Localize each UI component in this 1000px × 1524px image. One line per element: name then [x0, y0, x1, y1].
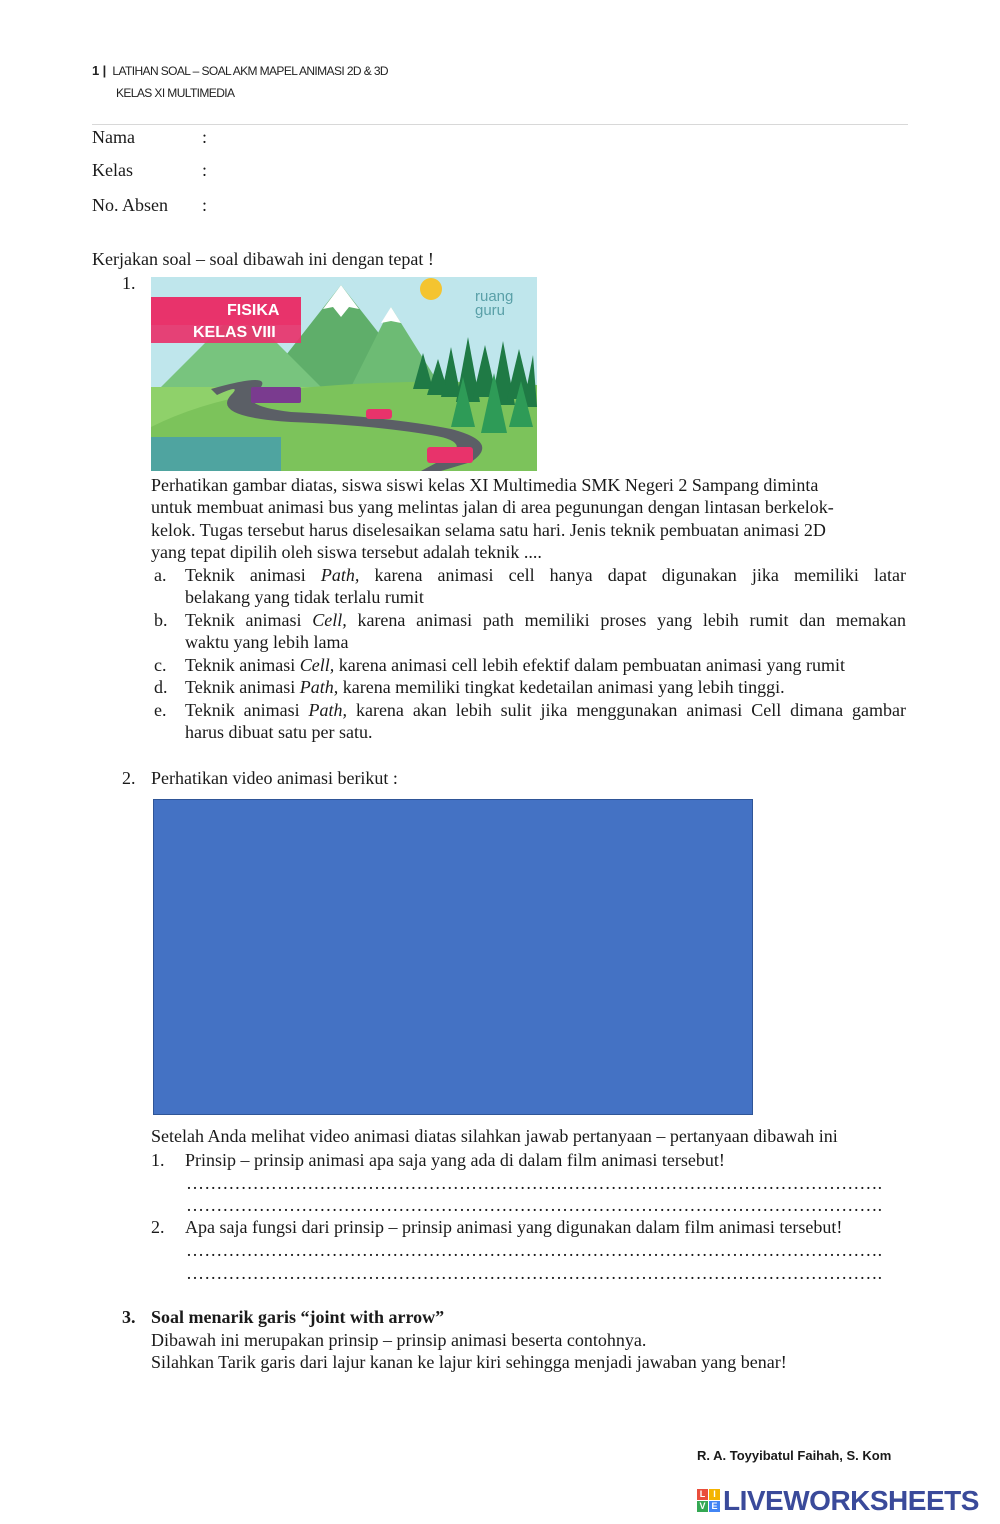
class-label: Kelas	[92, 160, 133, 180]
q1-text-line: yang tepat dipilih oleh siswa tersebut adalah teknik ....	[151, 542, 542, 562]
q2-number: 2.	[122, 768, 136, 788]
option-key: c.	[154, 655, 167, 675]
option-key: d.	[154, 677, 168, 697]
q2-after-video: Setelah Anda melihat video animasi diatas silahkan jawab pertanyaan – pertanyaan dibawah ini	[151, 1126, 838, 1146]
page-header	[92, 63, 388, 78]
absen-colon: :	[202, 195, 208, 215]
page-number: 1	[92, 63, 99, 78]
q2-sub1-number: 1.	[151, 1150, 165, 1170]
q1-text-line: Perhatikan gambar diatas, siswa siswi kelas XI Multimedia SMK Negeri 2 Sampang diminta	[151, 475, 819, 495]
q1-number: 1.	[122, 273, 136, 293]
q2-intro: Perhatikan video animasi berikut :	[151, 768, 398, 788]
answer-line[interactable]: …………………………………………………………………………………………………….	[186, 1173, 883, 1193]
q3-line2: Silahkan Tarik garis dari lajur kanan ke lajur kiri sehingga menjadi jawaban yang benar!	[151, 1352, 787, 1372]
name-label: Nama	[92, 127, 135, 147]
header-subtitle: KELAS XI MULTIMEDIA	[116, 86, 235, 100]
q1-option-b[interactable]: b. Teknik animasi Cell, karena animasi path memiliki proses yang lebih rumit dan memakan waktu yang lebih lama	[154, 610, 906, 652]
q1-option-d[interactable]: d. Teknik animasi Path, karena memiliki tingkat kedetailan animasi yang lebih tinggi.	[154, 677, 785, 697]
suv-icon	[427, 447, 473, 463]
name-field[interactable]	[92, 126, 207, 148]
header-separator: |	[102, 63, 106, 78]
q2-sub2-text: Apa saja fungsi dari prinsip – prinsip animasi yang digunakan dalam film animasi tersebut!	[185, 1217, 843, 1237]
banner-line1: FISIKA	[227, 302, 280, 319]
q1-option-c[interactable]: c. Teknik animasi Cell, karena animasi cell lebih efektif dalam pembuatan animasi yang rumit	[154, 655, 846, 675]
instruction-text: Kerjakan soal – soal dibawah ini dengan tepat !	[92, 249, 434, 269]
name-colon: :	[202, 127, 208, 147]
q2-sub2-number: 2.	[151, 1217, 165, 1237]
class-colon: :	[202, 160, 208, 180]
bus-icon	[251, 387, 301, 403]
sun-icon	[420, 278, 442, 300]
q3-line1: Dibawah ini merupakan prinsip – prinsip animasi beserta contohnya.	[151, 1330, 647, 1350]
q1-option-a[interactable]: a. Teknik animasi Path, karena animasi cell hanya dapat digunakan jika memiliki latar belakang yang tidak terlalu rumit	[154, 565, 906, 607]
option-key: b.	[154, 610, 168, 630]
class-field[interactable]	[92, 159, 207, 181]
q1-illustration	[151, 277, 537, 471]
absen-label: No. Absen	[92, 195, 168, 215]
option-key: a.	[154, 565, 167, 585]
header-divider	[92, 124, 908, 125]
q1-option-e[interactable]: e. Teknik animasi Path, karena akan lebih sulit jika menggunakan animasi Cell dimana gambar harus dibuat satu per satu.	[154, 700, 906, 742]
absen-field[interactable]	[92, 194, 207, 216]
logo-line2: guru	[475, 302, 506, 319]
video-player[interactable]	[153, 799, 753, 1115]
answer-line[interactable]: …………………………………………………………………………………………………….	[186, 1263, 883, 1283]
car-icon	[366, 409, 392, 419]
author-signature: R. A. Toyyibatul Faihah, S. Kom	[697, 1448, 892, 1463]
option-key: e.	[154, 700, 167, 720]
q2-sub1-text: Prinsip – prinsip animasi apa saja yang ada di dalam film animasi tersebut!	[185, 1150, 725, 1170]
liveworksheets-logo-icon: L I V E	[697, 1489, 721, 1513]
q3-number: 3.	[122, 1307, 136, 1327]
answer-line[interactable]: …………………………………………………………………………………………………….	[186, 1240, 883, 1260]
header-title: LATIHAN SOAL – SOAL AKM MAPEL ANIMASI 2D & 3D	[112, 64, 388, 78]
logo-line1: ruang	[475, 288, 514, 305]
q3-title: Soal menarik garis “joint with arrow”	[151, 1307, 445, 1327]
q1-text-line: untuk membuat animasi bus yang melintas jalan di area pegunungan dengan lintasan berkelok-	[151, 497, 834, 517]
answer-line[interactable]: …………………………………………………………………………………………………….	[186, 1195, 883, 1215]
banner-line2: KELAS VIII	[193, 324, 276, 341]
q1-text-line: kelok. Tugas tersebut harus diselesaikan selama satu hari. Jenis teknik pembuatan animasi 2D	[151, 520, 826, 540]
liveworksheets-brand[interactable]: LIVEWORKSHEETS	[723, 1485, 979, 1516]
